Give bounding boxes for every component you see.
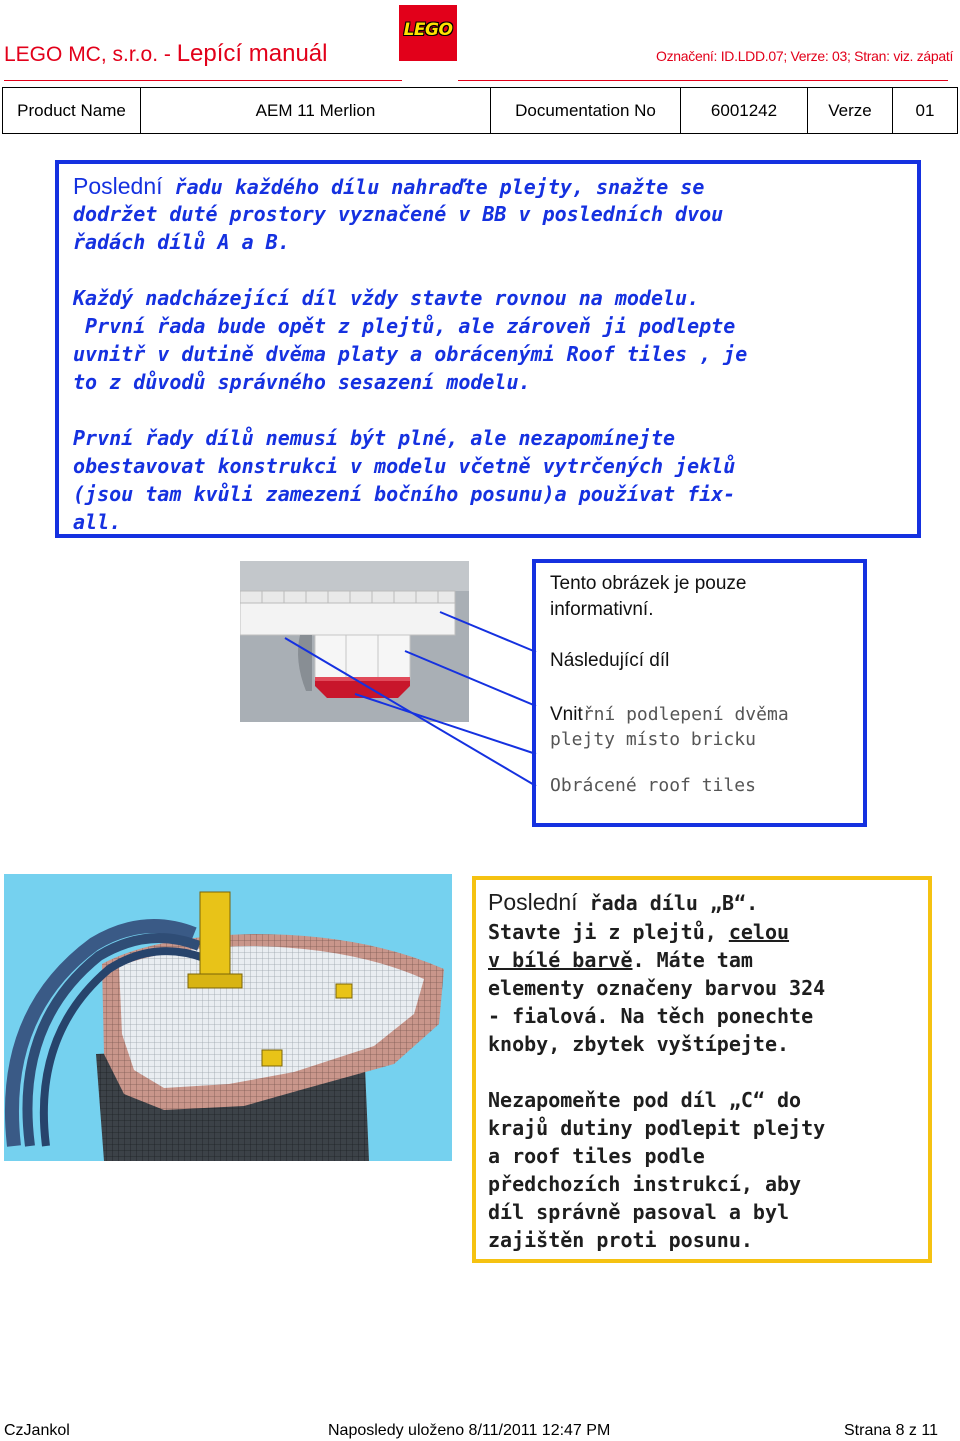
part-b-line: - fialová. Na těch ponechte xyxy=(488,1004,814,1028)
part-b-emphasis: celou xyxy=(728,920,790,944)
part-b-line: a roof tiles podle xyxy=(488,1144,705,1168)
instruction-line: řadách dílů A a B. xyxy=(73,230,290,254)
part-b-line: Nezapomeňte pod díl „C“ do xyxy=(488,1088,802,1112)
part-b-line: řada dílu „B“. xyxy=(577,891,759,915)
part-b-line: díl správně pasoval a byl xyxy=(488,1200,790,1224)
instruction-line: uvnitř v dutině dvěma platy a obrácenými Roof tiles , je xyxy=(73,342,748,366)
instruction-line: řadu každého dílu nahraďte plejty, snažte se xyxy=(162,175,705,199)
part-b-emphasis: v bílé barvě xyxy=(488,948,633,972)
part-b-lead: Poslední xyxy=(488,889,578,915)
manual-title: Lepící manuál xyxy=(176,40,328,67)
instruction-line: První řady dílů nemusí být plné, ale nezapomínejte xyxy=(73,426,676,450)
photo-notes-box xyxy=(532,559,867,827)
instruction-line: První řada bude opět z plejtů, ale zároveň ji podlepte xyxy=(73,314,736,338)
note-inner-line1: řní podlepení dvěma xyxy=(582,704,789,725)
model-render-image xyxy=(4,874,452,1161)
instruction-line: (jsou tam kvůli zamezení bočního posunu)a používat fix- xyxy=(73,482,736,506)
note-next-part: Následující díl xyxy=(550,650,670,671)
model-render-illustration xyxy=(4,874,452,1161)
instruction-line: all. xyxy=(73,510,122,534)
part-b-line: elementy označeny barvou 324 xyxy=(488,976,826,1000)
footer-page-number: Strana 8 z 11 xyxy=(844,1422,938,1439)
part-b-line: krajů dutiny podlepit plejty xyxy=(488,1116,826,1140)
instruction-lead: Poslední xyxy=(73,173,163,199)
part-b-line: knoby, zbytek vyštípejte. xyxy=(488,1032,790,1056)
part-b-line: Stavte ji z plejtů, xyxy=(488,920,729,944)
document-meta: Označení: ID.LDD.07; Verze: 03; Stran: viz. zápatí xyxy=(656,48,954,64)
doc-no-label: Documentation No xyxy=(491,88,681,134)
product-name-value: AEM 11 Merlion xyxy=(141,88,491,134)
company-name: LEGO MC, s.r.o. - xyxy=(4,43,177,66)
part-b-line: zajištěn proti posunu. xyxy=(488,1228,753,1252)
instruction-line: obestavovat konstrukci v modelu včetně vytrčených jeklů xyxy=(73,454,736,478)
part-b-line: předchozích instrukcí, aby xyxy=(488,1172,802,1196)
footer-saved: Naposledy uloženo 8/11/2011 12:47 PM xyxy=(328,1422,611,1439)
part-b-line: . Máte tam xyxy=(632,948,753,972)
instruction-line: to z důvodů správného sesazení modelu. xyxy=(73,370,531,394)
version-label: Verze xyxy=(808,88,893,134)
instruction-line: Každý nadcházející díl vždy stavte rovnou na modelu. xyxy=(73,286,700,310)
note-info-line2: informativní. xyxy=(550,599,654,620)
note-info-line1: Tento obrázek je pouze xyxy=(550,573,747,594)
note-inner-line2: plejty místo bricku xyxy=(550,729,756,750)
product-name-label: Product Name xyxy=(3,88,141,134)
instruction-line: dodržet duté prostory vyznačené v BB v posledních dvou xyxy=(73,202,724,226)
lego-logo-text: LEGO xyxy=(403,20,453,40)
footer-author: CzJankol xyxy=(4,1422,70,1439)
doc-no-value: 6001242 xyxy=(681,88,808,134)
note-reversed-tiles: Obrácené roof tiles xyxy=(550,775,756,796)
part-b-box xyxy=(472,876,932,1263)
version-value: 01 xyxy=(893,88,958,134)
note-inner-lead: Vnit xyxy=(550,704,583,725)
